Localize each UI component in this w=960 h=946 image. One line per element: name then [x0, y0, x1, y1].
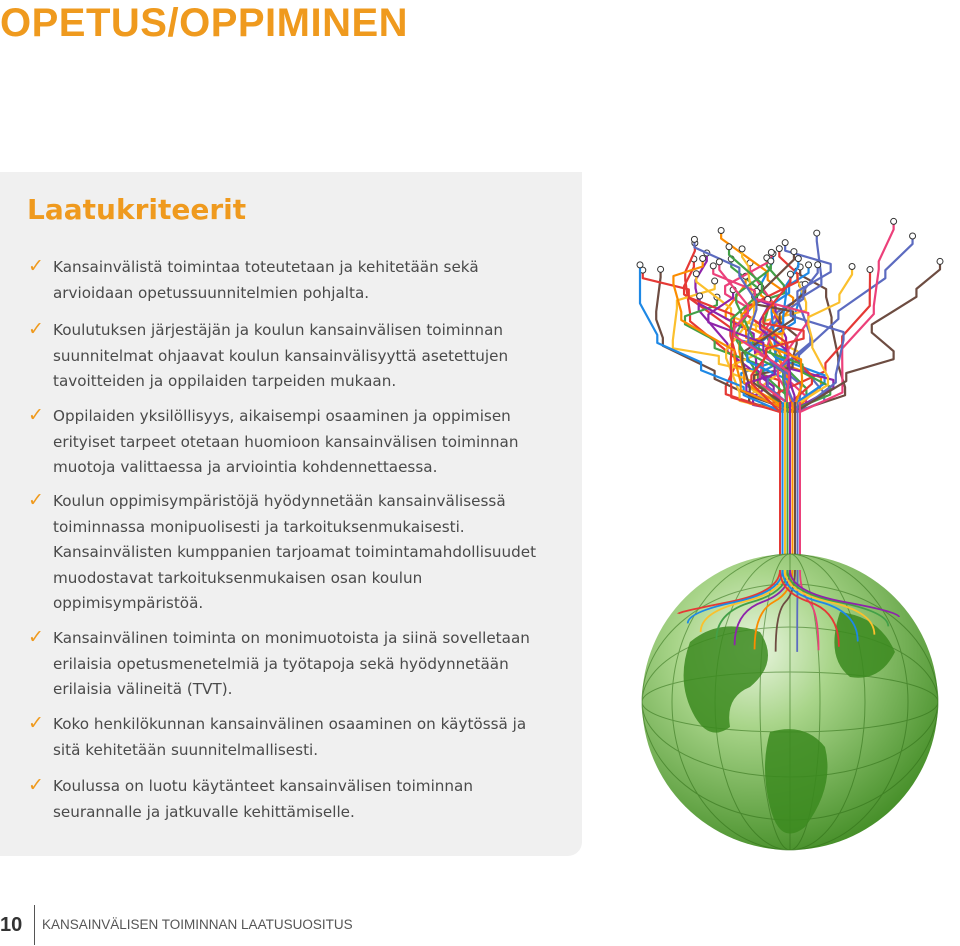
- publication-title: KANSAINVÄLISEN TOIMINNAN LAATUSUOSITUS: [42, 917, 353, 932]
- checkmark-icon: ✓: [28, 712, 44, 734]
- checkmark-icon: ✓: [28, 255, 44, 277]
- metro-branches: [637, 218, 943, 412]
- page-number: 10: [0, 914, 23, 936]
- criteria-text: Kansainvälisten kumppanien tarjoamat toimintamahdollisuudet muodostavat tarkoituksenmukaisen osan koulun oppimisympäristöä.: [53, 543, 537, 612]
- criteria-text: Oppilaiden yksilöllisyys, aikaisempi osaaminen ja oppimisen erityiset tarpeet otetaan huomioon kansainvälisen toiminnan muotoja valittaessa ja arviointia kohdennettaessa.: [53, 407, 519, 476]
- checkmark-icon: ✓: [28, 626, 44, 648]
- checkmark-icon: ✓: [28, 404, 44, 426]
- page-title: OPETUS/OPPIMINEN: [0, 1, 409, 45]
- section-title: Laatukriteerit: [27, 193, 247, 226]
- criteria-text: Kansainvälistä toimintaa toteutetaan ja kehitetään sekä arvioidaan opetussuunnitelmien pohjalta.: [53, 258, 479, 302]
- checkmark-icon: ✓: [28, 318, 44, 340]
- criteria-text: Kansainvälinen toiminta on monimuotoista ja siinä sovelletaan erilaisia opetusmenetelmiä ja työtapoja sekä hyödynnetään erilaisia välineitä (TVT).: [53, 629, 530, 698]
- metro-tree-globe-illustration: [620, 172, 960, 856]
- criteria-text: Koko henkilökunnan kansainvälinen osaaminen on käytössä ja sitä kehitetään suunnitelmallisesti.: [53, 715, 527, 759]
- checkmark-icon: ✓: [28, 774, 44, 796]
- footer-divider: [34, 905, 35, 945]
- criteria-text: Koulun oppimisympäristöjä hyödynnetään kansainvälisessä toiminnassa monipuolisesti ja tarkoituksenmukaisesti.: [53, 492, 506, 536]
- checkmark-icon: ✓: [28, 489, 44, 511]
- criteria-text: Koulutuksen järjestäjän ja koulun kansainvälisen toiminnan suunnitelmat ohjaavat koulun kansainvälisyyttä asetettujen tavoitteiden ja oppilaiden tarpeiden mukaan.: [53, 321, 509, 390]
- criteria-text: Koulussa on luotu käytänteet kansainvälisen toiminnan seurannalle ja jatkuvalle kehittämiselle.: [53, 777, 473, 821]
- metro-trunk: [780, 402, 800, 572]
